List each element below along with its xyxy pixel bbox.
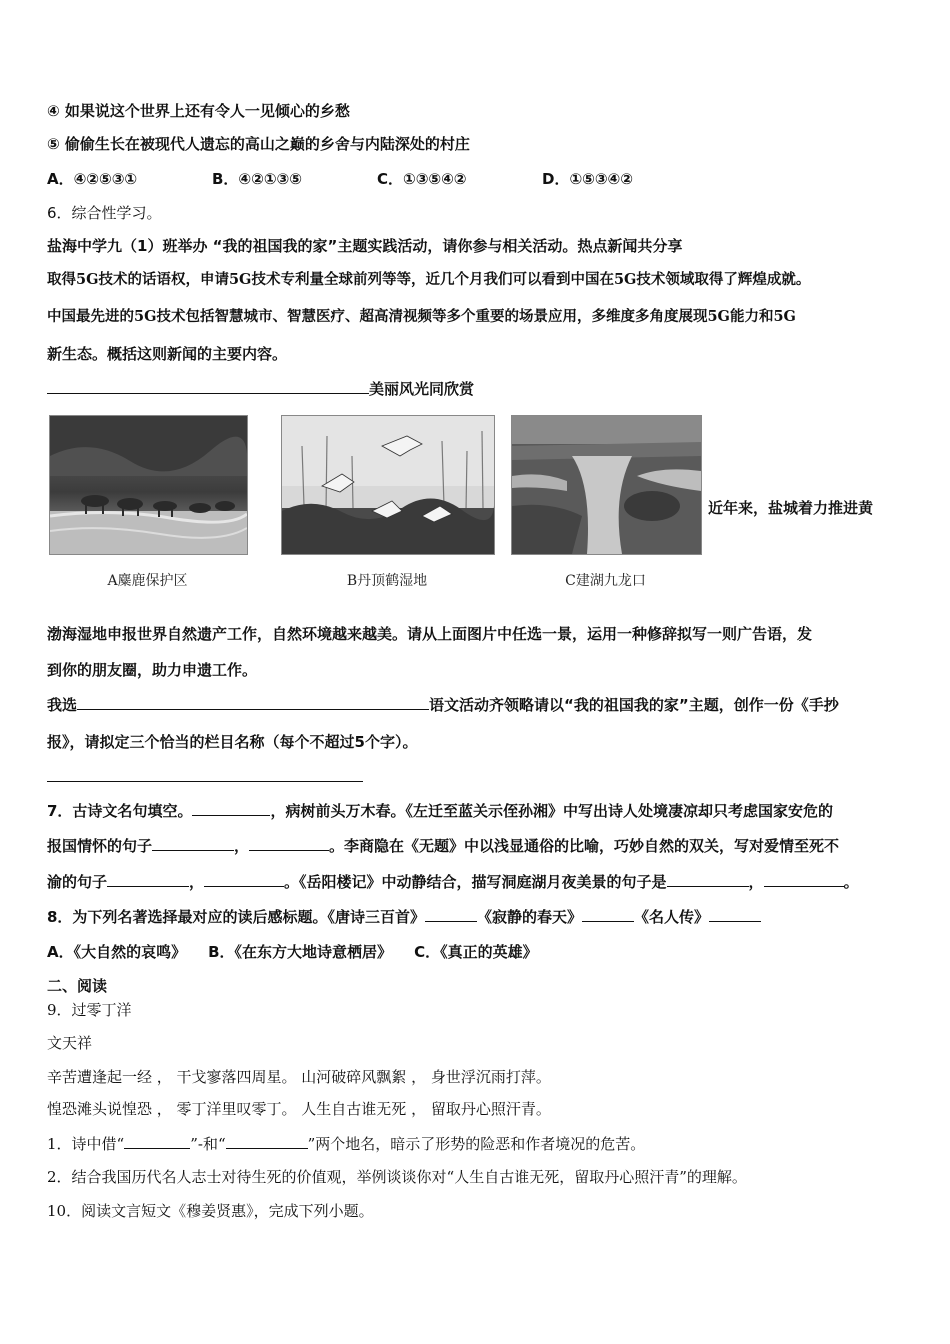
q9-title: 9．过零丁洋 — [47, 1001, 132, 1019]
q7-blank-2[interactable] — [152, 834, 234, 851]
q7-comma: ， — [748, 873, 764, 891]
q6-para1: 渤海湿地申报世界自然遗产工作，自然环境越来越美。请从上面图片中任选一景，运用一种修辞拟写一则广告语，发 — [47, 625, 813, 643]
q7-line1 — [47, 799, 910, 822]
q7-blank-3[interactable] — [249, 834, 329, 851]
q7-label: 7．古诗文名句填空。 — [47, 802, 193, 820]
q6-para3: 报》，请拟定三个恰当的栏目名称（每个不超过5个字）。 — [47, 733, 418, 751]
q7-text-4: 渝的句子 — [47, 873, 108, 891]
q7-blank-4[interactable] — [107, 870, 189, 887]
q5-item4: ④ 如果说这个世界上还有令人一见倾心的乡愁 — [47, 102, 350, 120]
q8-options — [47, 941, 910, 963]
poem-line-1: 辛苦遭逢起一经 ， 干戈寥落四周星。 山河破碎风飘絮 ， 身世浮沉雨打萍。 — [47, 1068, 551, 1086]
q7-line3 — [47, 870, 910, 893]
photo-jiulongkou — [511, 415, 702, 555]
q9-sub2: 2．结合我国历代名人志士对待生死的价值观，举例谈谈你对“人生自古谁无死，留取丹心照汗青”的理解。 — [47, 1168, 747, 1186]
q5-option-c: C．①③⑤④② — [377, 170, 467, 188]
q8-text-3: 《名人传》 — [633, 908, 709, 926]
q7-blank-5[interactable] — [204, 870, 284, 887]
q5-options — [47, 168, 910, 190]
q6-news-line3: 新生态。概括这则新闻的主要内容。 — [47, 345, 288, 363]
reading-heading: 二、阅读 — [47, 977, 108, 995]
answer-blank[interactable] — [47, 377, 369, 394]
q5-option-d: D．①⑤③④② — [542, 170, 633, 188]
section-title-activity: 语文活动齐领略请以“我的祖国我的家”主题，创作一份《手抄 — [429, 696, 839, 714]
poem-author: 文天祥 — [47, 1034, 93, 1052]
q7-text-3: 。李商隐在《无题》中以浅显通俗的比喻，巧妙自然的双关，写对爱情至死不 — [329, 837, 840, 855]
q5-option-a: A．④②⑤③① — [47, 170, 138, 188]
q9-sub1-text-3: ”两个地名，暗示了形势的险恶和作者境况的危苦。 — [307, 1135, 646, 1153]
q7-blank-7[interactable] — [764, 870, 844, 887]
q6-title: 6．综合性学习。 — [47, 204, 162, 222]
deer-image — [50, 416, 247, 554]
q6-para2: 到你的朋友圈，助力申遗工作。 — [47, 661, 258, 679]
q7-comma: ， — [189, 873, 205, 891]
q7-text-1: ，病树前头万木春。《左迁至蓝关示侄孙湘》中写出诗人处境凄凉却只考虑国家安危的 — [270, 802, 833, 820]
q6-choose-line — [47, 693, 910, 716]
q8-option-c: C．《真正的英雄》 — [414, 943, 538, 961]
caption-deer: A麋鹿保护区 — [107, 573, 188, 589]
q7-text-2: 报国情怀的句子 — [47, 837, 153, 855]
q6-answer-line-2 — [47, 765, 910, 788]
q8-text-1: 8．为下列名著选择最对应的读后感标题。《唐诗三百首》 — [47, 908, 425, 926]
choose-blank[interactable] — [77, 693, 429, 710]
answer-blank[interactable] — [47, 765, 363, 782]
photo-crane-wetland — [281, 415, 495, 555]
q10-title: 10．阅读文言短文《穆姜贤惠》，完成下列小题。 — [47, 1202, 374, 1220]
poem-line-2: 惶恐滩头说惶恐 ， 零丁洋里叹零丁。 人生自古谁无死 ， 留取丹心照汗青。 — [47, 1100, 551, 1118]
q8-blank-1[interactable] — [425, 905, 477, 922]
q9-sub1-text-1: 1．诗中借“ — [47, 1135, 125, 1153]
q6-news-line2: 中国最先进的5G技术包括智慧城市、智慧医疗、超高清视频等多个重要的场景应用，多维度多角度展现5G能力和5G — [47, 308, 796, 325]
q7-comma: ， — [234, 837, 250, 855]
q6-news-line1: 取得5G技术的话语权，申请5G技术专利量全球前列等等，近几个月我们可以看到中国在5G技术领域取得了辉煌成就。 — [47, 271, 811, 288]
q8-option-a: A．《大自然的哀鸣》 — [47, 943, 187, 961]
q8-blank-2[interactable] — [582, 905, 634, 922]
q7-text-5: 。《岳阳楼记》中动静结合，描写洞庭湖月夜美景的句子是 — [284, 873, 667, 891]
q7-period: 。 — [843, 873, 859, 891]
q6-intro: 盐海中学九（1）班举办 “我的祖国我的家”主题实践活动，请你参与相关活动。热点新闻共分享 — [47, 237, 683, 255]
lake-image — [512, 416, 701, 554]
crane-image — [282, 416, 494, 554]
choose-label: 我选 — [47, 696, 78, 714]
q8-option-b: B．《在东方大地诗意栖居》 — [208, 943, 393, 961]
caption-crane: B丹顶鹤湿地 — [346, 573, 428, 589]
q7-blank-1[interactable] — [192, 799, 270, 816]
q9-blank-2[interactable] — [226, 1132, 308, 1149]
q9-sub1 — [47, 1132, 910, 1155]
q6-side-text: 近年来，盐城着力推进黄 — [708, 499, 874, 517]
q5-item5: ⑤ 偷偷生长在被现代人遗忘的高山之巅的乡舍与内陆深处的村庄 — [47, 135, 470, 153]
q8-blank-3[interactable] — [709, 905, 761, 922]
photo-deer-reserve — [49, 415, 248, 555]
q8-text-2: 《寂静的春天》 — [476, 908, 582, 926]
q9-blank-1[interactable] — [124, 1132, 190, 1149]
q6-answer-line-1 — [47, 377, 910, 400]
section-title-scenery: 美丽风光同欣赏 — [369, 380, 475, 398]
caption-lake: C建湖九龙口 — [565, 573, 646, 589]
q9-sub1-text-2: ”-和“ — [190, 1135, 226, 1153]
q7-blank-6[interactable] — [667, 870, 749, 887]
q7-line2 — [47, 834, 910, 857]
q8-line1 — [47, 905, 910, 928]
q5-option-b: B．④②①③⑤ — [212, 170, 302, 188]
